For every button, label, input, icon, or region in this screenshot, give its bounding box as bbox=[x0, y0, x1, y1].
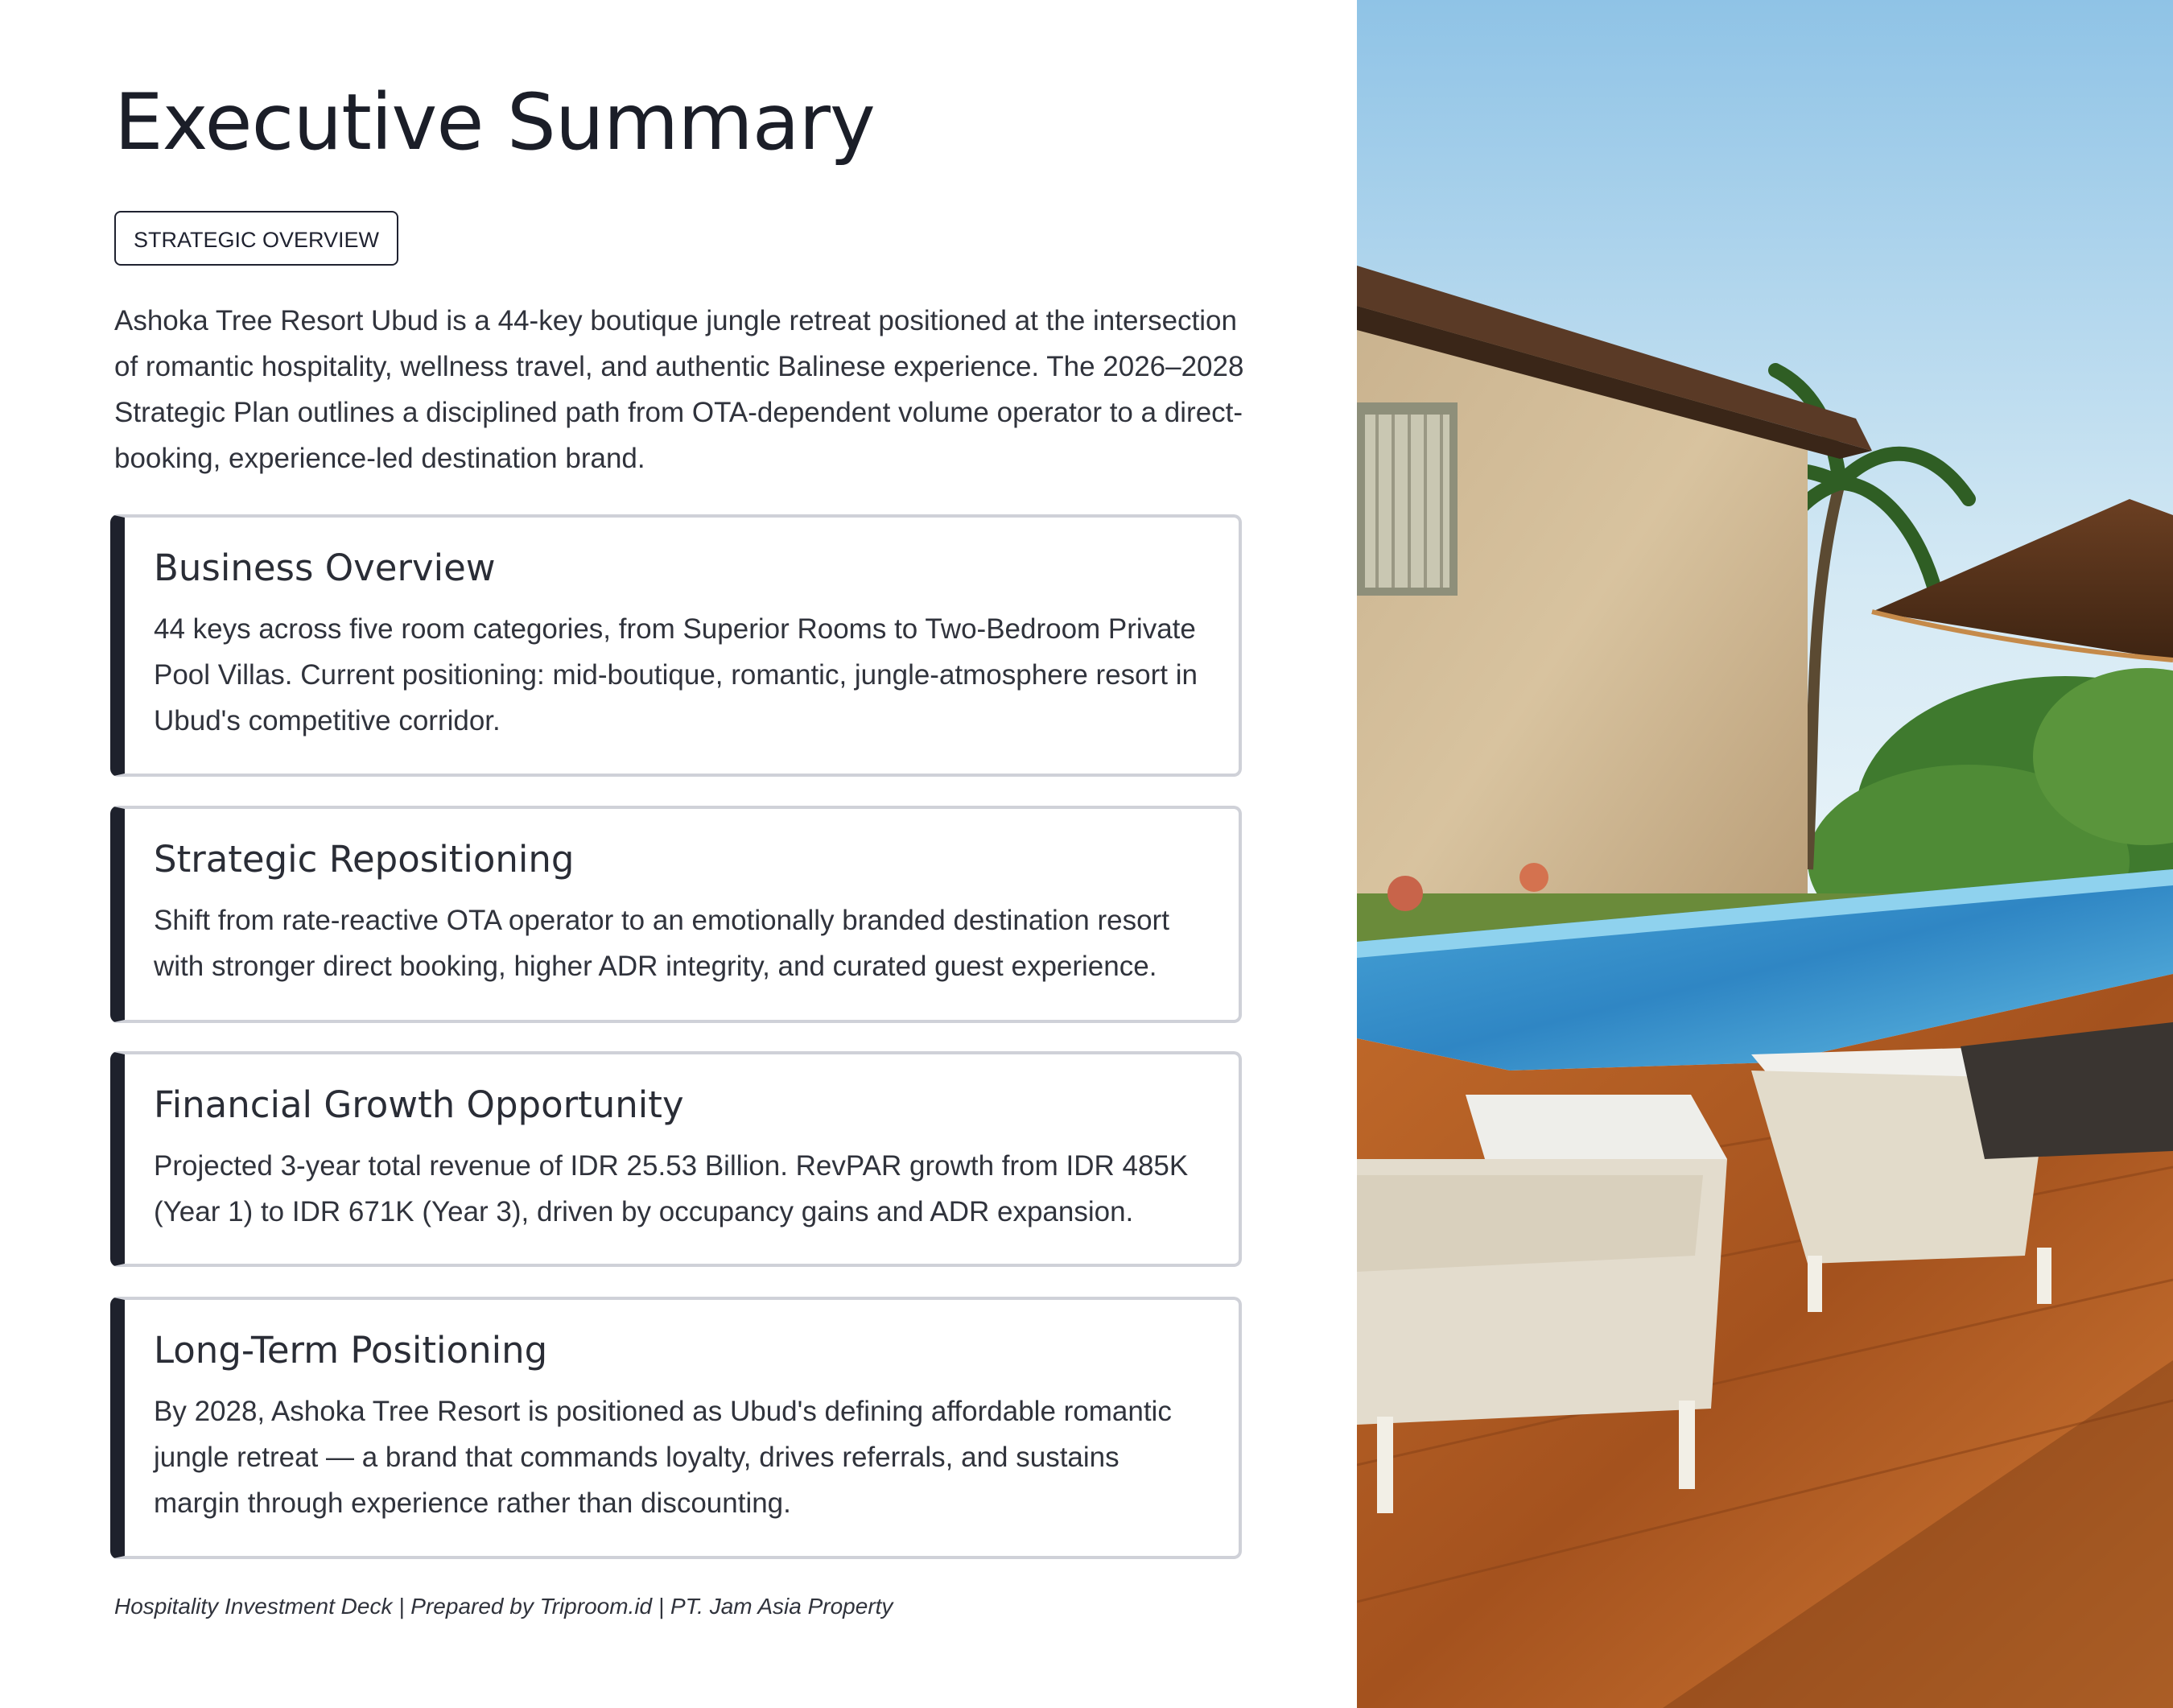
card-heading: Financial Growth Opportunity bbox=[154, 1083, 684, 1126]
card-heading: Strategic Repositioning bbox=[154, 838, 575, 881]
card-body: By 2028, Ashoka Tree Resort is positioned as Ubud's defining affordable romantic jungle retreat — a brand that commands loyalty, drives referrals, and sustains margin through experience rather than discounting. bbox=[154, 1396, 1172, 1519]
card-heading: Business Overview bbox=[154, 547, 496, 589]
resort-pool-photo bbox=[1357, 0, 2173, 1708]
page-title: Executive Summary bbox=[114, 77, 875, 167]
card-heading: Long-Term Positioning bbox=[154, 1329, 548, 1372]
card-financial-growth bbox=[110, 1051, 1242, 1267]
card-body: Projected 3-year total revenue of IDR 25.53 Billion. RevPAR growth from IDR 485K (Year 1) to IDR 671K (Year 3), driven by occupancy gains and ADR expansion. bbox=[154, 1150, 1189, 1227]
card-long-term-positioning bbox=[110, 1297, 1242, 1559]
card-business-overview bbox=[110, 514, 1242, 777]
section-badge: STRATEGIC OVERVIEW bbox=[114, 211, 398, 266]
card-strategic-repositioning bbox=[110, 806, 1242, 1023]
intro-paragraph: Ashoka Tree Resort Ubud is a 44-key boutique jungle retreat positioned at the intersection of romantic hospitality, wellness travel, and authentic Balinese experience. The 2026–2028 Strategic Plan outlines a disciplined path from OTA-dependent volume operator to a direct-booking, experience-led destination brand. bbox=[114, 305, 1244, 474]
footer-credit: Hospitality Investment Deck | Prepared by Triproom.id | PT. Jam Asia Property bbox=[114, 1594, 893, 1619]
card-body: Shift from rate-reactive OTA operator to an emotionally branded destination resort with stronger direct booking, higher ADR integrity, and curated guest experience. bbox=[154, 905, 1169, 982]
card-body: 44 keys across five room categories, from Superior Rooms to Two-Bedroom Private Pool Villas. Current positioning: mid-boutique, romantic, jungle-atmosphere resort in Ubud's competitive corridor. bbox=[154, 613, 1198, 736]
resort-pool-illustration bbox=[1357, 0, 2173, 1708]
